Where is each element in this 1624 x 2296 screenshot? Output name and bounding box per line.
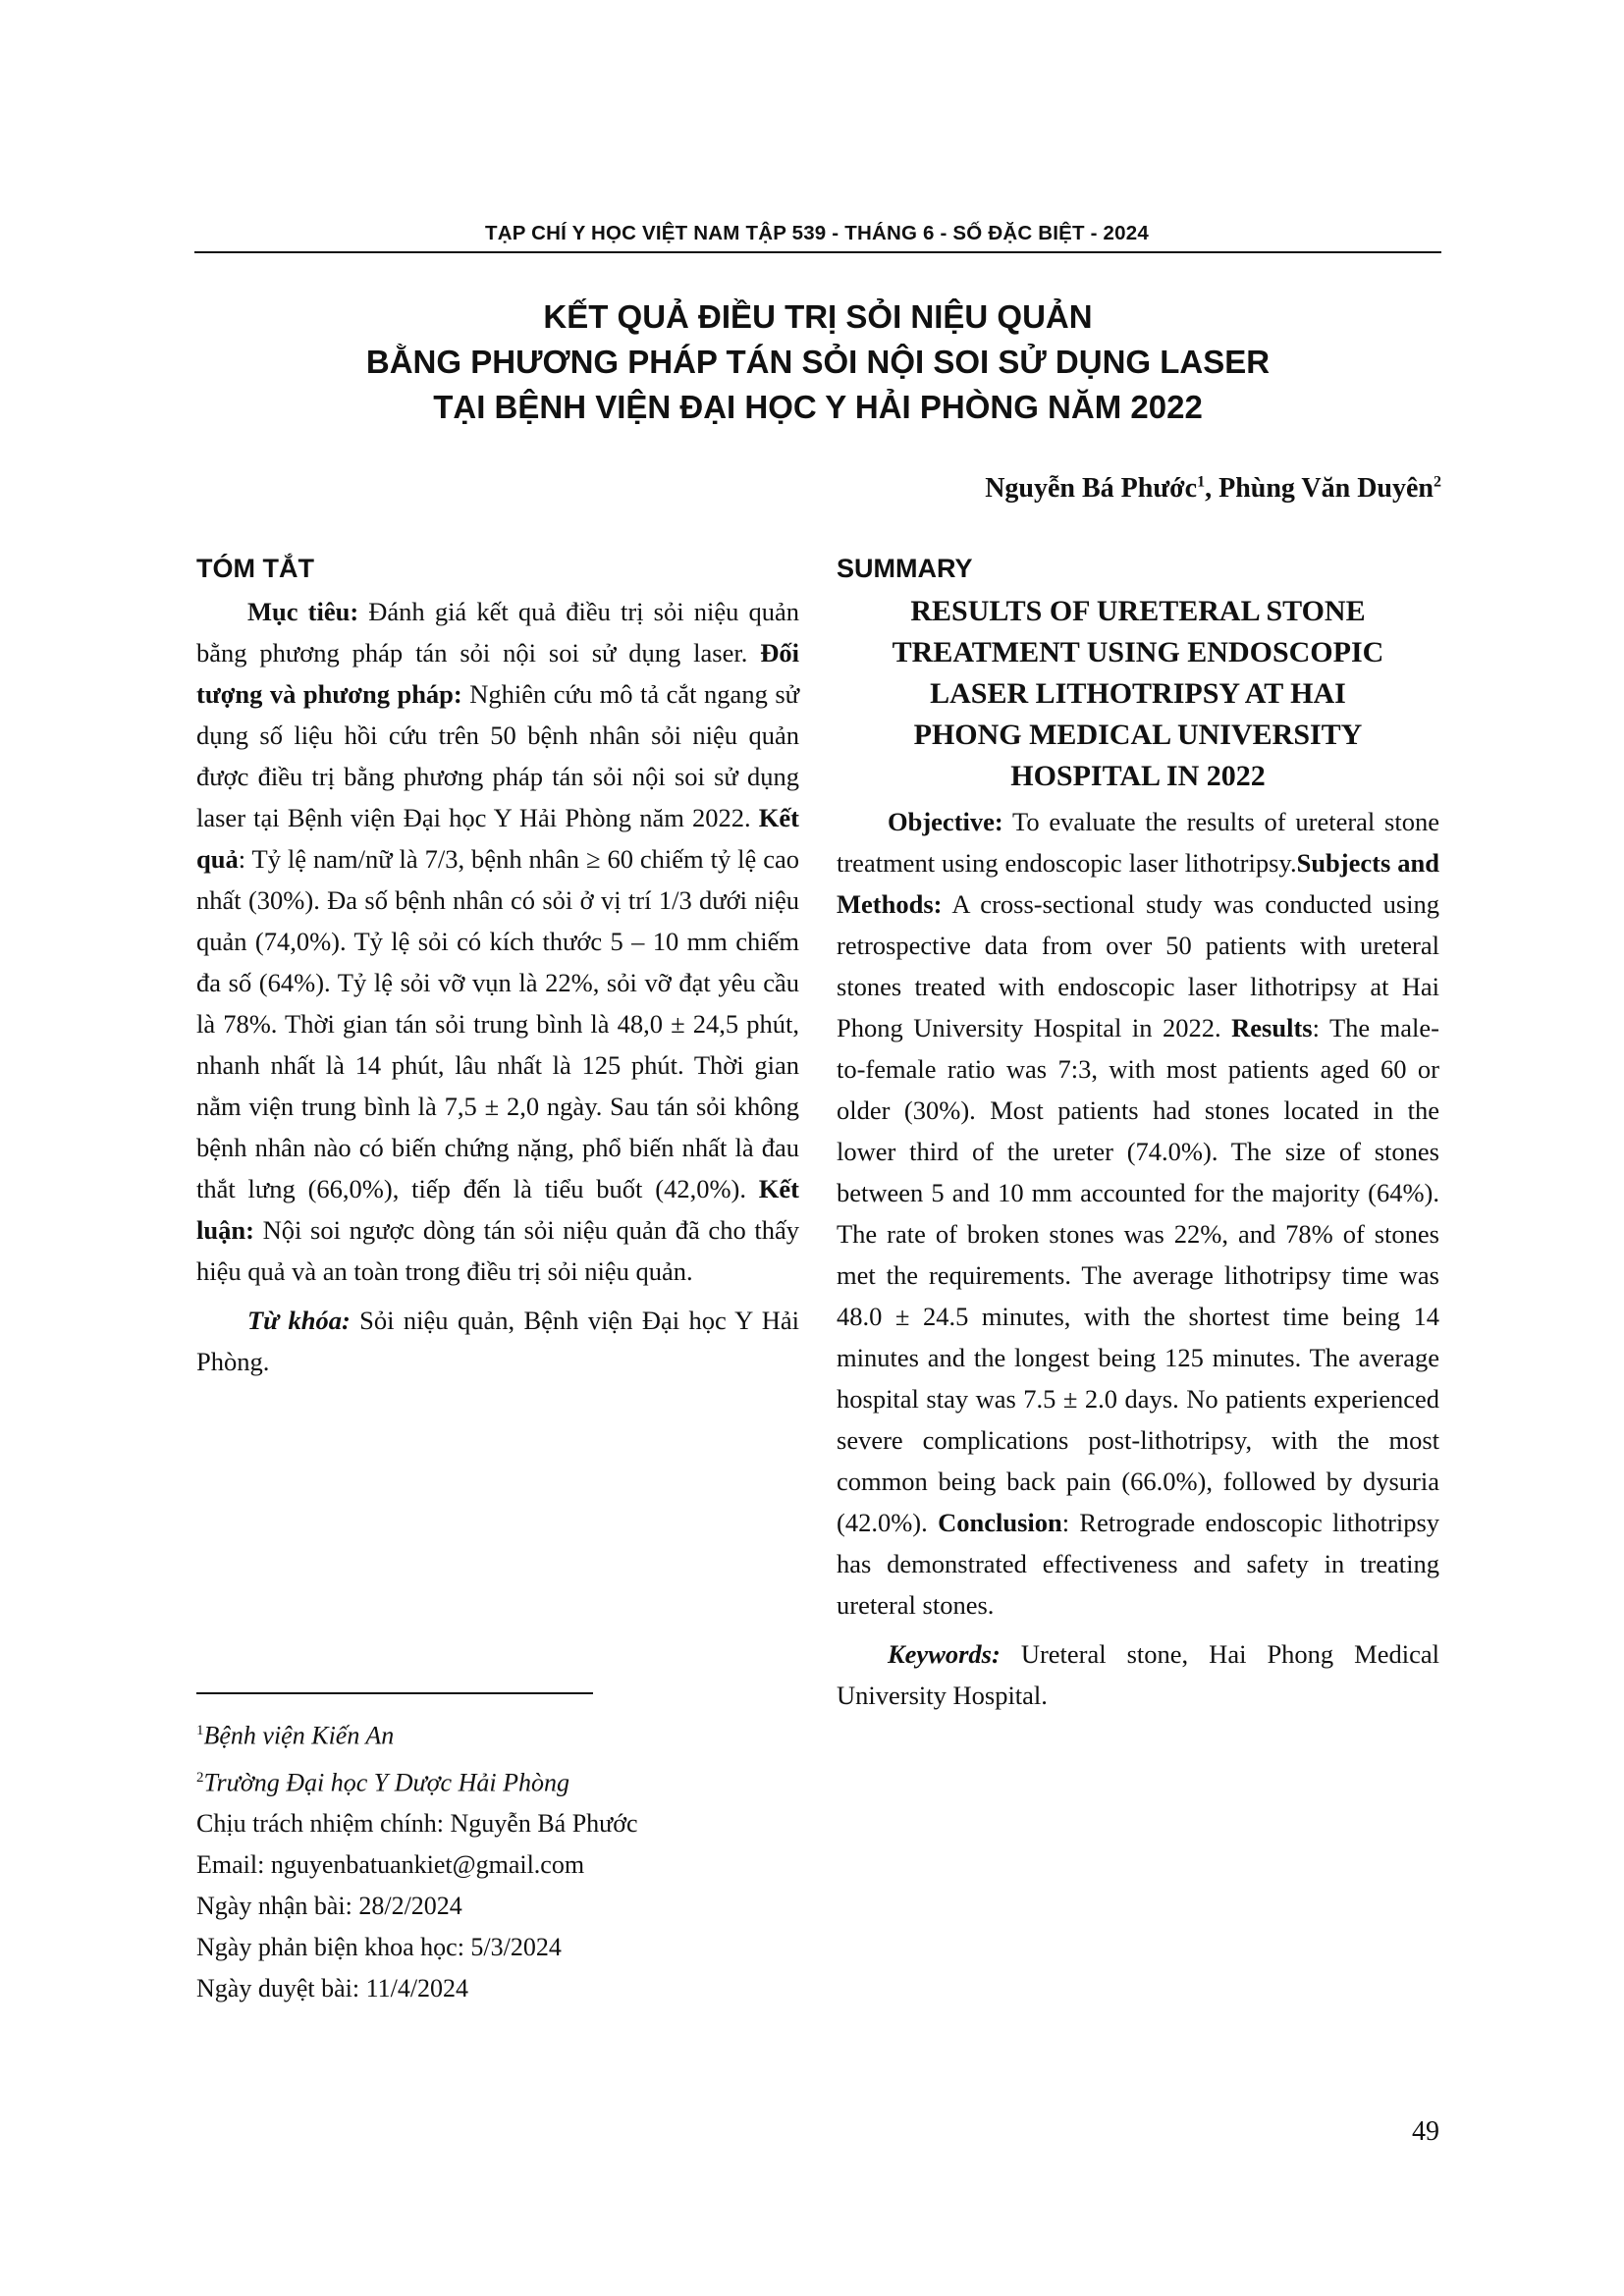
methods-label-vi: Đối tượng và phương pháp: [196, 638, 799, 709]
conclusion-text-en: : Retrograde endoscopic lithotripsy has demonstrated effectiveness and safety in treating ureteral stones. [837, 1508, 1440, 1620]
title-line-3: TẠI BỆNH VIỆN ĐẠI HỌC Y HẢI PHÒNG NĂM 2022 [433, 389, 1203, 425]
objective-label-vi: Mục tiêu: [247, 597, 359, 626]
english-title-line-3: LASER LITHOTRIPSY AT HAI [930, 677, 1346, 710]
affiliation-2-number: 2 [196, 1769, 204, 1786]
footnote-divider [196, 1692, 593, 1694]
article-title [194, 294, 1441, 430]
affiliation-2 [196, 1757, 799, 1804]
affiliation-1-text: Bệnh viện Kiến An [203, 1721, 395, 1750]
footnotes [196, 1710, 799, 2009]
english-title-line-4: PHONG MEDICAL UNIVERSITY [913, 719, 1363, 751]
author-2: Phùng Văn Duyên [1218, 473, 1434, 504]
abstract-body-en [837, 801, 1439, 1626]
keywords-text-en: Ureteral stone, Hai Phong Medical University Hospital. [837, 1639, 1439, 1710]
keywords-text-vi: Sỏi niệu quản, Bệnh viện Đại học Y Hải Phòng. [196, 1306, 799, 1376]
date-received: Ngày nhận bài: 28/2/2024 [196, 1892, 462, 1921]
affiliation-2-text: Trường Đại học Y Dược Hải Phòng [203, 1768, 569, 1797]
abstract-body-vi [196, 591, 799, 1292]
author-2-affiliation: 2 [1434, 473, 1441, 491]
methods-text-vi: Nghiên cứu mô tả cắt ngang sử dụng số liệu hồi cứu trên 50 bệnh nhân sỏi niệu quản được điều trị bằng phương pháp tán sỏi nội soi sử dụng laser tại Bệnh viện Đại học Y Hải Phòng năm 2022. [196, 679, 800, 832]
english-title [837, 591, 1439, 797]
conclusion-label-vi: Kết luận: [196, 1174, 799, 1245]
keywords-label-vi: Từ khóa: [247, 1306, 351, 1335]
corresponding-author: Chịu trách nhiệm chính: Nguyễn Bá Phước [196, 1809, 638, 1839]
objective-label-en: Objective: [888, 807, 1003, 836]
page-number: 49 [1412, 2116, 1439, 2147]
english-title-line-5: HOSPITAL IN 2022 [1010, 760, 1266, 792]
affiliation-1 [196, 1710, 799, 1757]
vietnamese-abstract [196, 548, 799, 1382]
methods-text-en: A cross-sectional study was conducted using retrospective data from over 50 patients with ureteral stones treated with endoscopic laser lithotripsy at Hai Phong University Hospital in 2022. [837, 889, 1439, 1042]
abstract-heading-vi: TÓM TẮT [196, 554, 314, 583]
author-1-affiliation: 1 [1197, 473, 1206, 491]
title-line-1: KẾT QUẢ ĐIỀU TRỊ SỎI NIỆU QUẢN [543, 298, 1093, 335]
conclusion-label-en: Conclusion [938, 1508, 1062, 1537]
author-1: Nguyễn Bá Phước [985, 473, 1198, 504]
objective-text-en: To evaluate the results of ureteral stone treatment using endoscopic laser lithotripsy. [837, 807, 1439, 878]
summary-heading: SUMMARY [837, 554, 973, 583]
results-text-en: : The male-to-female ratio was 7:3, with most patients aged 60 or older (30%). Most patients had stones located in the lower third of the ureter (74.0%). The size of stones between 5 and 10 mm accounted for the majority (64%). The rate of broken stones was 22%, and 78% of stones met the requirements. The average lithotripsy time was 48.0 ± 24.5 minutes, with the shortest time being 14 minutes and the longest being 125 minutes. The average hospital stay was 7.5 ± 2.0 days. No patients experienced severe complications post-lithotripsy, with the most common being back pain (66.0%), followed by dysuria (42.0%). [837, 1013, 1439, 1537]
header-divider [194, 251, 1441, 253]
results-label-en: Results [1231, 1013, 1313, 1042]
results-label-vi: Kết quả [196, 803, 799, 874]
keywords-vi [196, 1300, 799, 1382]
results-text-vi: : Tỷ lệ nam/nữ là 7/3, bệnh nhân ≥ 60 chiếm tỷ lệ cao nhất (30%). Đa số bệnh nhân có sỏi ở vị trí 1/3 dưới niệu quản (74,0%). Tỷ lệ sỏi có kích thước 5 – 10 mm chiếm đa số (64%). Tỷ lệ sỏi vỡ vụn là 22%, sỏi vỡ đạt yêu cầu là 78%. Thời gian tán sỏi trung bình là 48,0 ± 24,5 phút, nhanh nhất là 14 phút, lâu nhất là 125 phút. Thời gian nằm viện trung bình là 7,5 ± 2,0 ngày. Sau tán sỏi không bệnh nhân nào có biến chứng nặng, phổ biến nhất là đau thắt lưng (66,0%), tiếp đến là tiểu buốt (42,0%). [196, 844, 799, 1203]
conclusion-text-vi: Nội soi ngược dòng tán sỏi niệu quản đã cho thấy hiệu quả và an toàn trong điều trị sỏi niệu quản. [196, 1215, 799, 1286]
keywords-en [837, 1633, 1439, 1716]
affiliation-1-number: 1 [196, 1723, 204, 1738]
date-accepted: Ngày duyệt bài: 11/4/2024 [196, 1974, 469, 2003]
english-title-line-1: RESULTS OF URETERAL STONE [910, 595, 1366, 627]
corresponding-email: Email: nguyenbatuankiet@gmail.com [196, 1850, 585, 1880]
running-header: TẠP CHÍ Y HỌC VIỆT NAM TẬP 539 - THÁNG 6 - SỐ ĐẶC BIỆT - 2024 [485, 222, 1149, 244]
objective-text-vi: Đánh giá kết quả điều trị sỏi niệu quản bằng phương pháp tán sỏi nội soi sử dụng laser. [196, 597, 799, 667]
author-list [784, 473, 1441, 505]
english-title-line-2: TREATMENT USING ENDOSCOPIC [892, 636, 1384, 668]
english-summary [837, 548, 1439, 1716]
author-separator: , [1205, 473, 1219, 504]
methods-label-en: Subjects and Methods: [837, 848, 1440, 919]
keywords-label-en: Keywords: [888, 1639, 1001, 1669]
title-line-2: BẰNG PHƯƠNG PHÁP TÁN SỎI NỘI SOI SỬ DỤNG LASER [365, 344, 1271, 380]
date-reviewed: Ngày phản biện khoa học: 5/3/2024 [196, 1933, 562, 1962]
